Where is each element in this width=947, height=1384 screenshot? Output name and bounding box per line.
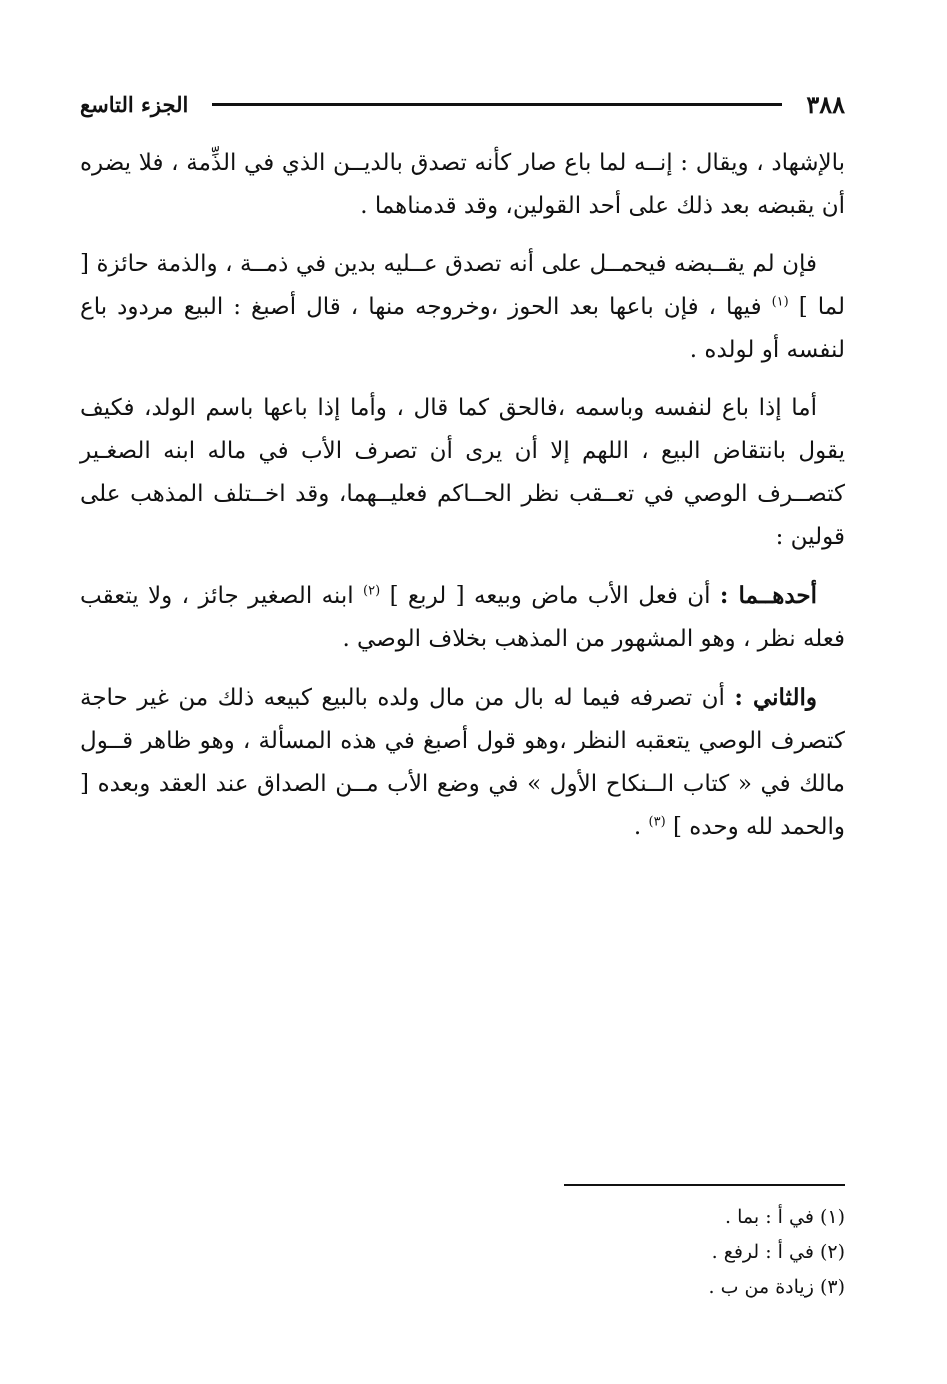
paragraph-text: أن فعل الأب ماض وبيعه [ لربع ] bbox=[389, 583, 711, 609]
paragraph-text: بالإشهاد ، ويقال : إنــه لما باع صار كأنه تصدق بالديــن الذي في الذِّمة ، فلا يضره أن يقبضه بعد ذلك على أحد القولين، وقد قدمناهما . bbox=[80, 150, 845, 219]
footnote-ref: (٣) bbox=[648, 814, 666, 830]
footnote-1: (١) في أ : بما . bbox=[725, 1206, 845, 1228]
footnote-separator bbox=[564, 1184, 845, 1186]
footnote-3: (٣) زيادة من ب . bbox=[708, 1276, 845, 1298]
paragraph-text: أن تصرفه فيما له بال من مال ولده بالبيع كبيعه ذلك من غير حاجة كتصرف الوصي يتعقبه النظر ،وهو قول أصبغ في هذه المسألة ، وهو ظاهر قــول مالك في « كتاب الــنكاح الأول » في وضع الأب مــن الصداق عند العقد وبعده [ والحمد لله وحده ] bbox=[80, 685, 845, 840]
footnote-2: (٢) في أ : لرفع . bbox=[711, 1241, 845, 1263]
paragraph-3 bbox=[80, 387, 845, 559]
paragraph-lead: أحدهــما : bbox=[719, 582, 818, 609]
paragraph-text: فيها ، فإن باعها بعد الحوز ،وخروجه منها ، قال أصبغ : البيع مردود باع لنفسه أو لولده . bbox=[80, 294, 845, 363]
header-rule bbox=[212, 103, 782, 106]
running-title: الجزء التاسع bbox=[80, 91, 189, 117]
paragraph-text: . bbox=[633, 814, 642, 840]
main-text bbox=[80, 142, 845, 864]
footnote-ref: (١) bbox=[771, 294, 789, 310]
paragraph-text: ابنه الصغير جائز ، ولا يتعقب فعله نظر ، وهو المشهور من المذهب بخلاف الوصي . bbox=[80, 583, 845, 652]
paragraph-5 bbox=[80, 676, 845, 849]
footnote-ref: (٢) bbox=[363, 583, 381, 599]
page-number: ٣٨٨ bbox=[806, 89, 845, 119]
footnotes bbox=[500, 1200, 845, 1305]
paragraph-text: أما إذا باع لنفسه وباسمه ،فالحق كما قال ، وأما إذا باعها باسم الولد، فكيف يقول بانتقاض البيع ، اللهم إلا أن يرى أن تصرف الأب في ماله ابنه الصغـير كتصــرف الوصي في تعــقب نظر الحــاكم فعليــهما، وقد اخــتلف المذهب على قولين : bbox=[80, 395, 845, 550]
paragraph-1 bbox=[80, 142, 845, 228]
paragraph-lead: والثاني : bbox=[734, 684, 817, 711]
paragraph-2 bbox=[80, 243, 845, 372]
page-header bbox=[80, 84, 845, 124]
paragraph-4 bbox=[80, 574, 845, 661]
paragraph-text: فإن لم يقــبضه فيحمــل على أنه تصدق عــليه بدين في ذمــة ، والذمة حائزة [ لما ] bbox=[80, 251, 846, 320]
